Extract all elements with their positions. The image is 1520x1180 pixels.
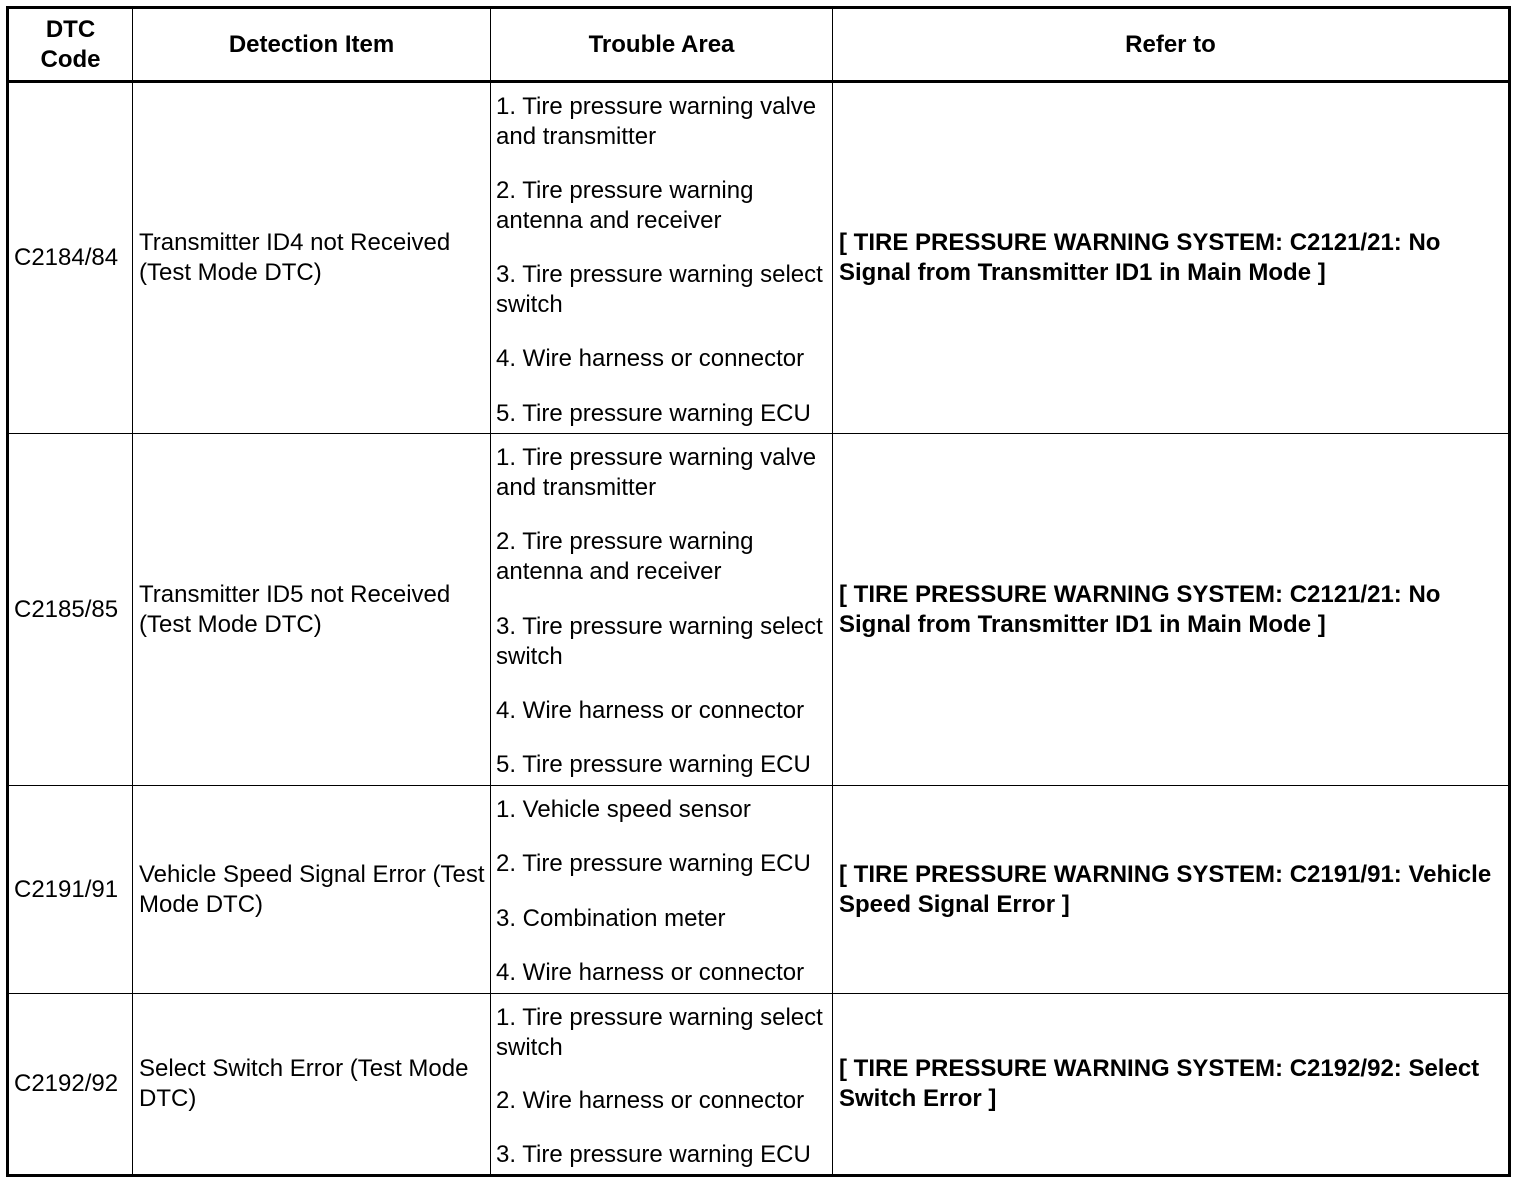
dtc-code-cell: C2191/91 (8, 786, 133, 994)
dtc-code-cell: C2192/92 (8, 994, 133, 1176)
trouble-area-item: 2. Tire pressure warning antenna and receiver (496, 176, 754, 234)
refer-to-link[interactable]: [ TIRE PRESSURE WARNING SYSTEM: C2192/92: Select Switch Error ] (833, 994, 1510, 1176)
refer-to-link[interactable]: [ TIRE PRESSURE WARNING SYSTEM: C2121/21: No Signal from Transmitter ID1 in Main Mode ] (833, 82, 1510, 434)
trouble-area-item: 4. Wire harness or connector (496, 696, 805, 724)
detection-item-cell: Vehicle Speed Signal Error (Test Mode DTC) (133, 786, 491, 994)
table-row (8, 82, 1510, 434)
refer-to-link[interactable]: [ TIRE PRESSURE WARNING SYSTEM: C2191/91: Vehicle Speed Signal Error ] (833, 786, 1510, 994)
header-row (8, 8, 1510, 82)
trouble-area-item: 1. Tire pressure warning select switch (496, 1003, 823, 1061)
dtc-table (6, 6, 1511, 1177)
trouble-area-item: 3. Tire pressure warning ECU (496, 1140, 811, 1168)
table-row (8, 786, 1510, 994)
dtc-code-cell: C2184/84 (8, 82, 133, 434)
dtc-code-cell: C2185/85 (8, 434, 133, 786)
trouble-area-item: 3. Tire pressure warning select switch (496, 612, 823, 670)
header-dtc-code: DTC Code (8, 8, 133, 82)
trouble-area-item: 3. Tire pressure warning select switch (496, 261, 823, 318)
trouble-area-cell (491, 434, 833, 786)
trouble-area-item: 3. Combination meter (496, 904, 726, 932)
trouble-area-item: 5. Tire pressure warning ECU (496, 399, 811, 427)
trouble-area-list (496, 84, 828, 433)
trouble-area-cell (491, 82, 833, 434)
trouble-area-item: 2. Tire pressure warning ECU (496, 850, 811, 878)
trouble-area-item: 1. Tire pressure warning valve and transmitter (496, 444, 817, 501)
header-trouble-area: Trouble Area (491, 8, 833, 82)
header-refer-to: Refer to (833, 8, 1510, 82)
trouble-area-list (496, 787, 828, 992)
trouble-area-item: 2. Wire harness or connector (496, 1087, 805, 1114)
trouble-area-list (496, 435, 828, 784)
detection-item-cell: Transmitter ID4 not Received (Test Mode DTC) (133, 82, 491, 434)
header-detection-item: Detection Item (133, 8, 491, 82)
trouble-area-item: 4. Wire harness or connector (496, 345, 805, 373)
table-row (8, 994, 1510, 1176)
trouble-area-item: 5. Tire pressure warning ECU (496, 751, 811, 778)
trouble-area-item: 1. Vehicle speed sensor (496, 796, 751, 823)
detection-item-cell: Select Switch Error (Test Mode DTC) (133, 994, 491, 1176)
trouble-area-item: 1. Tire pressure warning valve and transmitter (496, 92, 817, 150)
detection-item-cell: Transmitter ID5 not Received (Test Mode DTC) (133, 434, 491, 786)
trouble-area-cell (491, 786, 833, 994)
table-row (8, 434, 1510, 786)
trouble-area-item: 2. Tire pressure warning antenna and receiver (496, 528, 754, 586)
refer-to-link[interactable]: [ TIRE PRESSURE WARNING SYSTEM: C2121/21: No Signal from Transmitter ID1 in Main Mode ] (833, 434, 1510, 786)
trouble-area-item: 4. Wire harness or connector (496, 958, 805, 986)
trouble-area-cell (491, 994, 833, 1176)
trouble-area-list (496, 995, 828, 1174)
